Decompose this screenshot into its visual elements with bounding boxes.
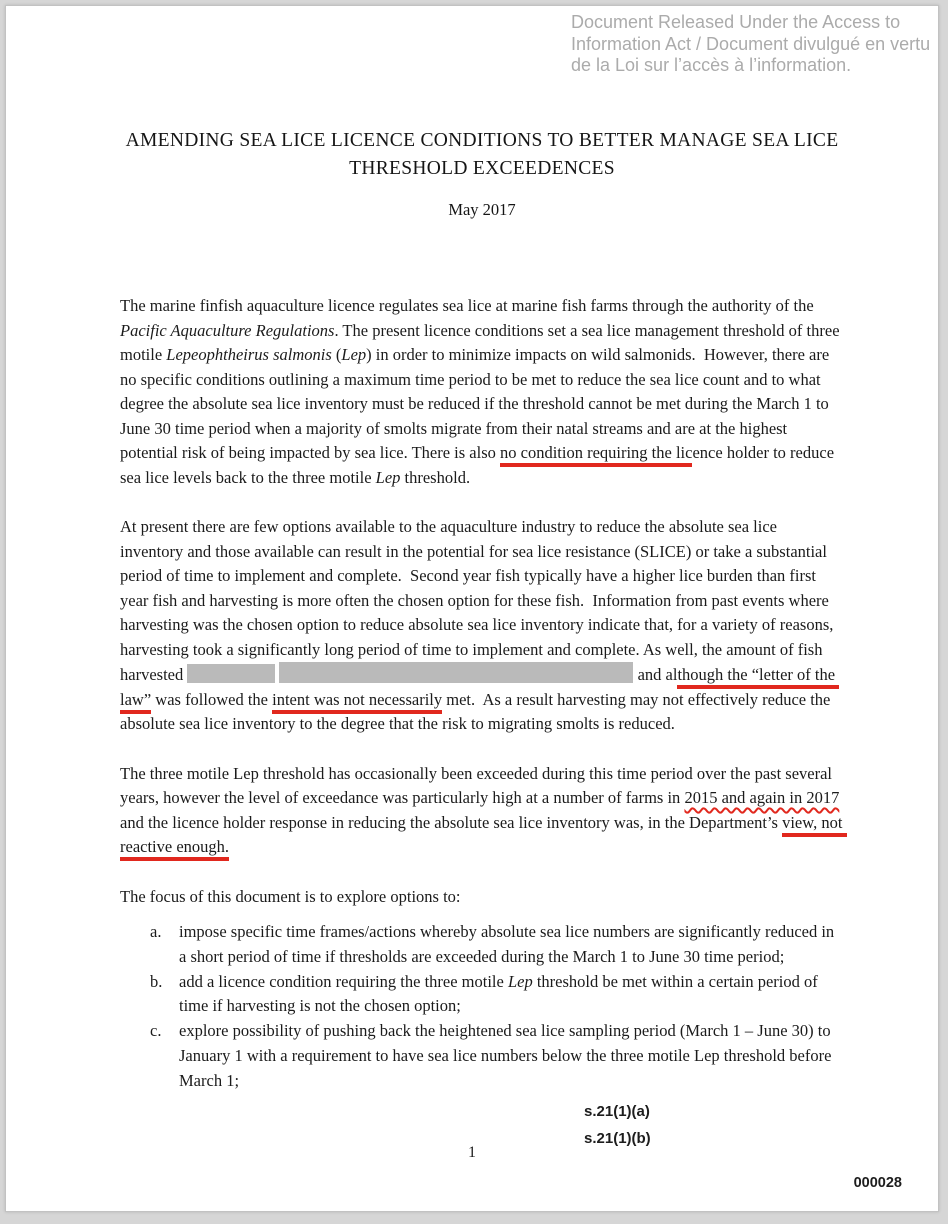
exemption-code-s21-1-a: s.21(1)(a) (584, 1103, 650, 1120)
list-marker: b. (150, 971, 163, 991)
list-marker: a. (150, 922, 162, 941)
document-page (5, 5, 939, 1212)
list-item-a (150, 920, 844, 970)
list-marker: c. (150, 1021, 162, 1041)
exemption-code-s21-1-b: s.21(1)(b) (584, 1130, 651, 1147)
list-item-c (150, 1019, 844, 1093)
document-title: AMENDING SEA LICE LICENCE CONDITIONS TO BETTER MANAGE SEA LICE THRESHOLD EXCEEDENCES (125, 130, 839, 179)
red-underline-annotation: 2015 and again in 2017 (684, 788, 840, 807)
document-date: May 2017 (448, 200, 516, 219)
list-item-text: add a licence condition requiring the three motile Lep threshold be met within a certain period of time if harvesting is not the chosen option; (179, 971, 822, 1016)
list-item-b (150, 970, 844, 1020)
stamp-line: de la Loi sur l’accès à l’information. (571, 55, 852, 75)
stamp-line: Document Released Under the Access to (571, 12, 901, 32)
redaction-box (187, 664, 275, 683)
list-item-text: explore possibility of pushing back the heightened sea lice sampling period (March 1 – June 30) to January 1 with a requirement to have sea lice numbers below the three motile Lep threshold before March 1; (179, 1021, 836, 1090)
red-underline-annotation: intent was not necessarily (272, 690, 442, 714)
paragraph-focus: The focus of this document is to explore options to: (120, 886, 461, 906)
document-body (120, 6, 847, 1094)
paragraph-exceedance: The three motile Lep threshold has occasionally been exceeded during this time period over the past several years, however the level of exceedance was particularly high at a number of farms in 2015 and again in 2017 and the licence holder response in reducing the absolute sea lice inventory was, in the Department’s view, not reactive enough. (120, 762, 844, 860)
paragraph-intro: The marine finfish aquaculture licence regulates sea lice at marine fish farms through the authority of the Pacific Aquaculture Regulations. The present licence conditions set a sea lice management threshold of three motile Lepeophtheirus salmonis (Lep) in order to minimize impacts on wild salmonids. However, there are no specific conditions outlining a maximum time period to be met to reduce the sea lice count and to what degree the absolute sea lice inventory must be reduced if the threshold cannot be met during the March 1 to June 30 time period when a majority of smolts migrate from their natal streams and are at the highest potential risk of being impacted by sea lice. There is also no condition requiring the licence holder to reduce sea lice levels back to the three motile Lep threshold. (120, 296, 844, 487)
red-underline-annotation: though the “letter of the law” (120, 665, 839, 714)
red-underline-annotation: no condition requiring the lic (500, 443, 692, 467)
page-number: 1 (468, 1144, 476, 1161)
stamp-line: Information Act / Document divulgué en vertu (571, 33, 931, 54)
options-list (150, 920, 844, 1094)
red-underline-annotation: view, not reactive enough. (120, 813, 847, 862)
redaction-box (279, 662, 633, 683)
list-item-text: impose specific time frames/actions whereby absolute sea lice numbers are significantly reduced in a short period of time if thresholds are exceeded during the March 1 to June 30 time period; (179, 922, 839, 966)
ati-page-stamp-number: 000028 (853, 1175, 902, 1191)
paragraph-options: At present there are few options available to the aquaculture industry to reduce the absolute sea lice inventory and those available can result in the potential for sea lice resistance (SLICE) or take a substantial period of time to implement and complete. Second year fish typically have a higher lice burden than first year fish and harvesting is more often the chosen option for these fish. Information from past events where harvesting was the chosen option to reduce absolute sea lice inventory indicate that, for a variety of reasons, harvesting took a significantly long period of time to implement and complete. As well, the amount of fish harvested and although the “letter of the law” was followed the intent was not necessarily met. As a result harvesting may not effectively reduce the absolute sea lice inventory to the degree that the risk to migrating smolts is reduced. (120, 517, 840, 733)
